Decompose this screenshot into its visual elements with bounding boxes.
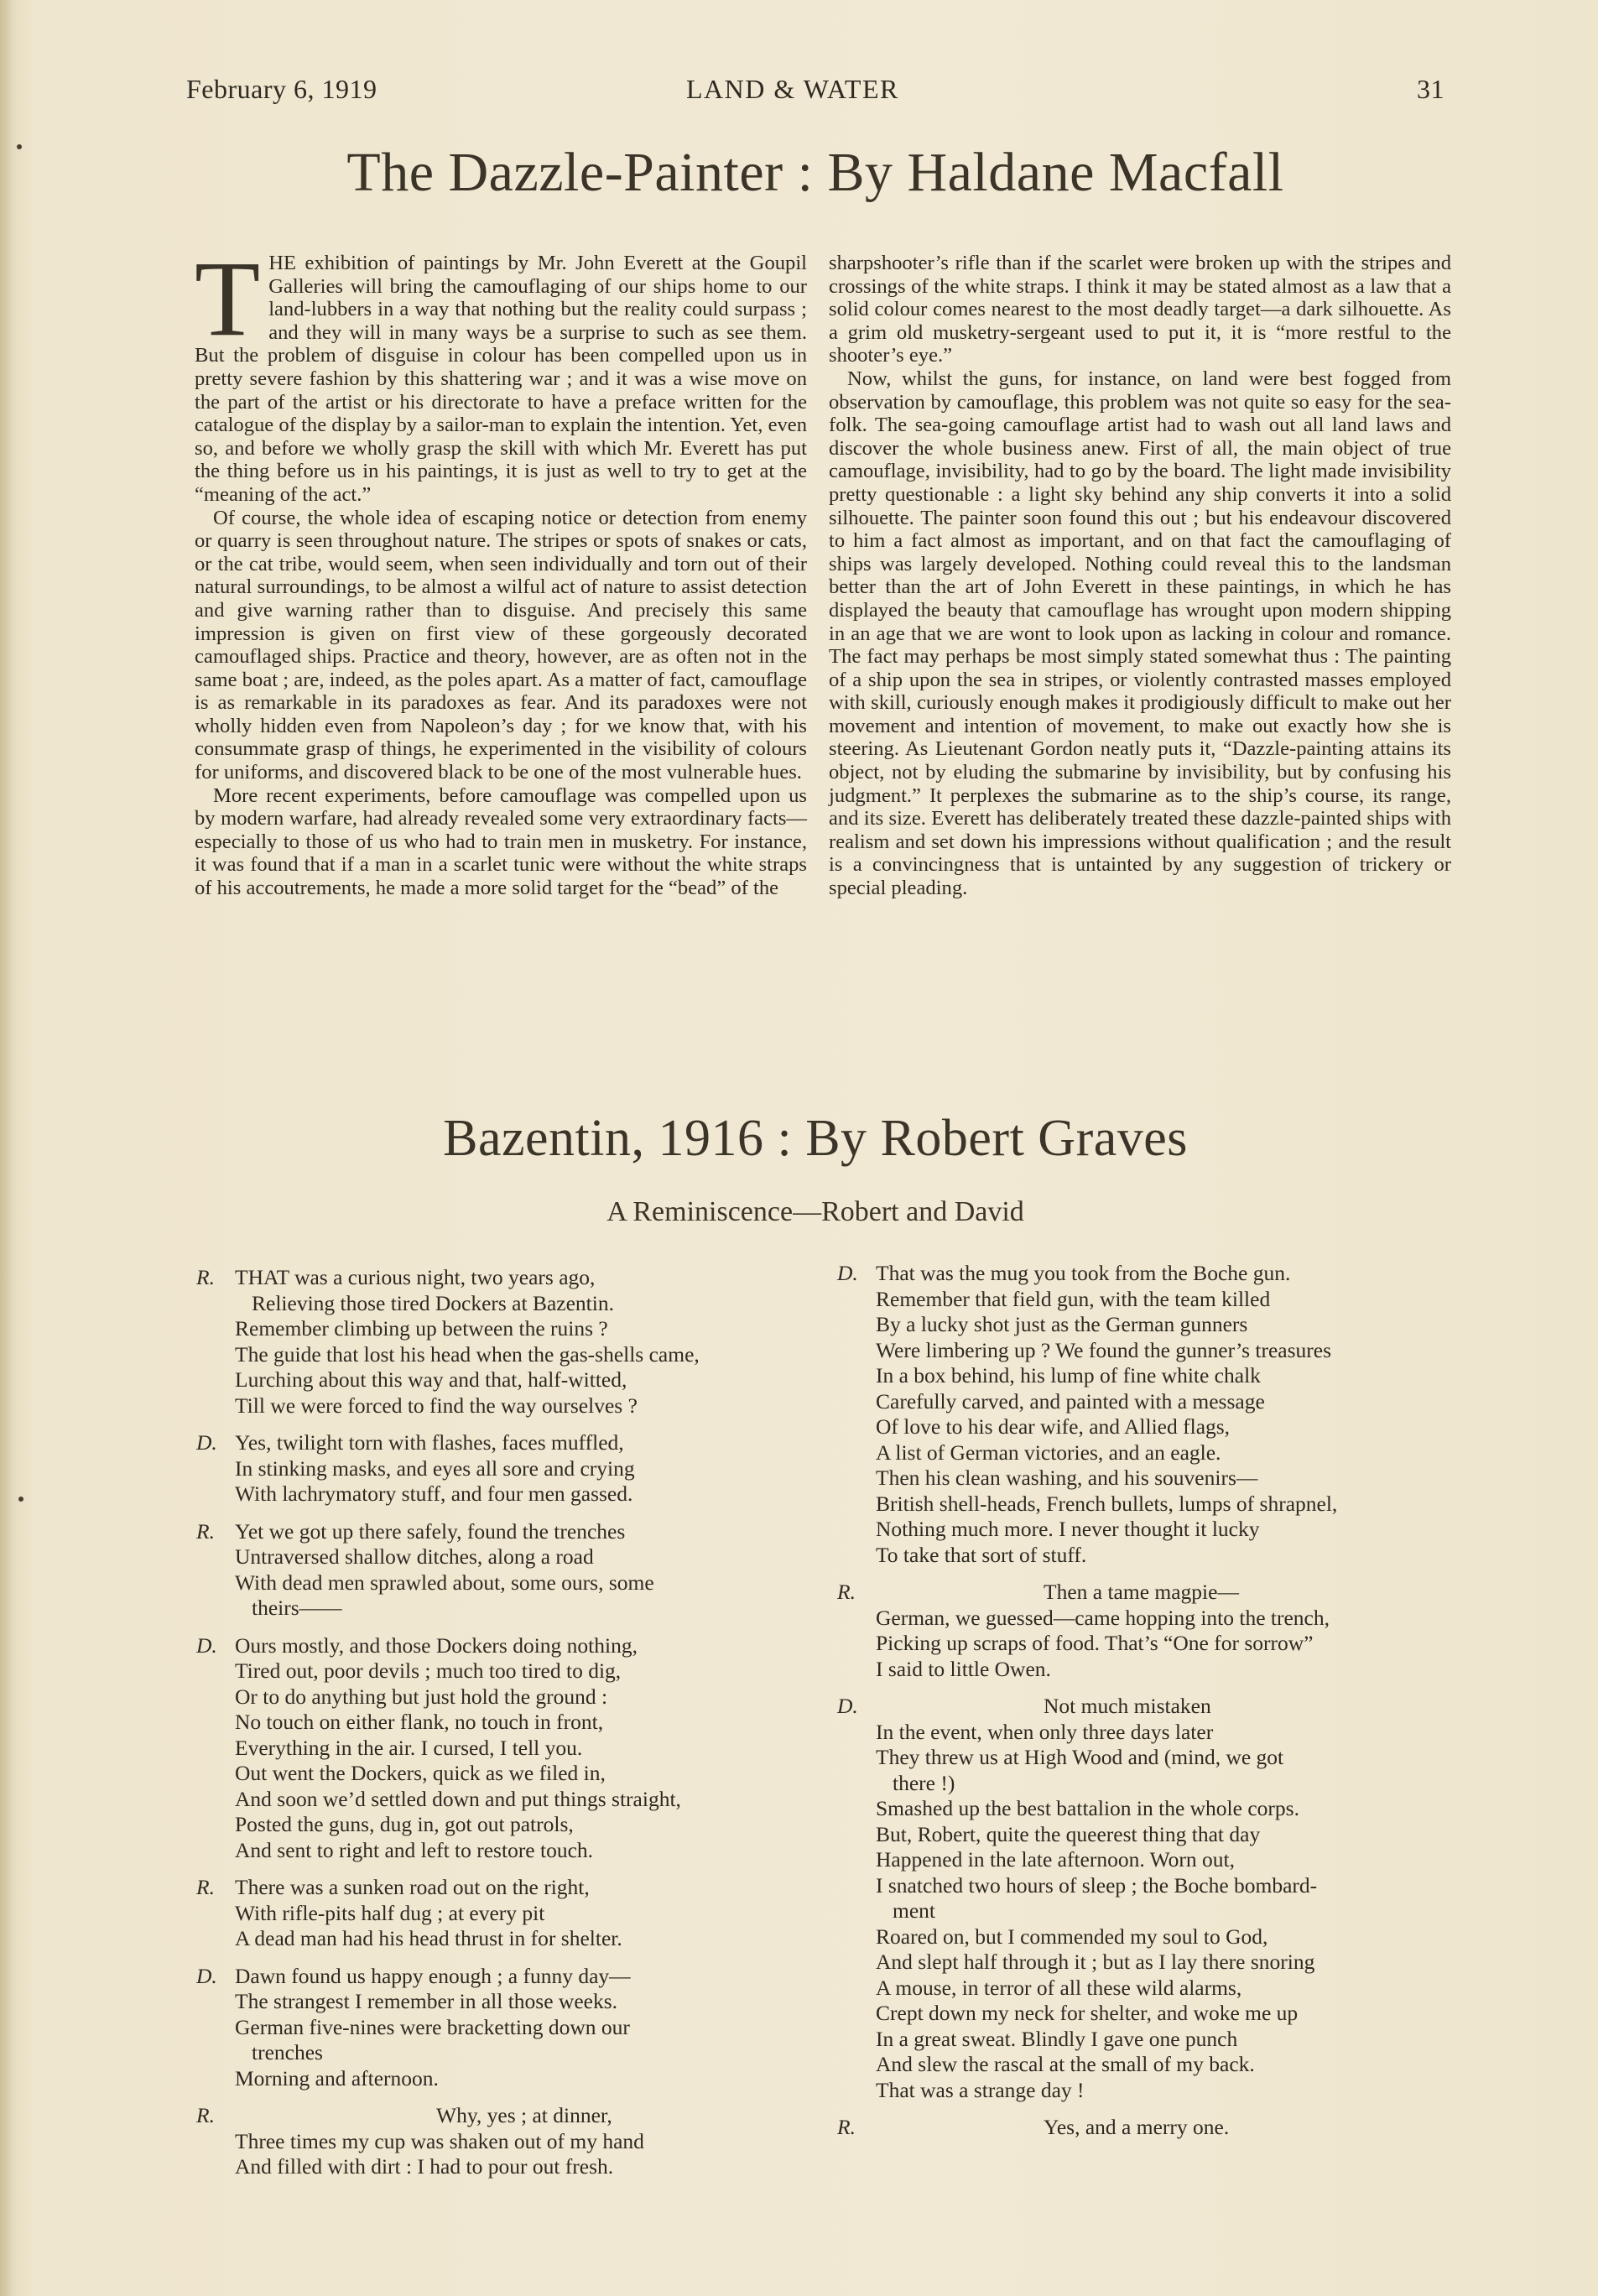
speaker-label: D. bbox=[837, 1694, 858, 1718]
poem-line: And soon we’d settled down and put things straight, bbox=[235, 1786, 681, 1811]
poem-stanza bbox=[196, 1519, 817, 1622]
speaker-label: R. bbox=[837, 2115, 856, 2139]
poem-left-column bbox=[196, 1265, 817, 2192]
poem-stanza bbox=[837, 1580, 1458, 1682]
poem-line: Remember climbing up between the ruins ? bbox=[235, 1316, 608, 1341]
poem-line: No touch on either flank, no touch in front, bbox=[235, 1710, 604, 1734]
poem-line: A mouse, in terror of all these wild alarms, bbox=[876, 1975, 1242, 2000]
poem-line: Relieving those tired Dockers at Bazentin. bbox=[252, 1290, 614, 1315]
poem-right-column bbox=[837, 1261, 1458, 2153]
page-number: 31 bbox=[1417, 74, 1444, 104]
speaker-label: R. bbox=[196, 1875, 215, 1899]
poem-line: Posted the guns, dug in, got out patrols, bbox=[235, 1812, 574, 1836]
poem-stanza bbox=[196, 2103, 817, 2180]
speaker-label: D. bbox=[196, 1632, 217, 1658]
running-header bbox=[186, 74, 1444, 116]
poem-line: Yet we got up there safely, found the trenches bbox=[235, 1518, 626, 1544]
poem-line: trenches bbox=[252, 2040, 323, 2064]
poem-stanza bbox=[837, 1694, 1458, 2103]
article-title-dazzle-painter: The Dazzle-Painter : By Haldane Macfall bbox=[346, 142, 1284, 203]
poem-line: That was the mug you took from the Boche gun. bbox=[876, 1261, 1291, 1285]
poem-line: Tired out, poor devils ; much too tired to dig, bbox=[235, 1658, 622, 1683]
poem-title-bazentin: Bazentin, 1916 : By Robert Graves bbox=[443, 1110, 1188, 1167]
poem-line: They threw us at High Wood and (mind, we got bbox=[876, 1745, 1284, 1769]
poem-stanza bbox=[196, 1265, 817, 1419]
poem-stanza bbox=[196, 1964, 817, 2092]
poem-line: The strangest I remember in all those weeks. bbox=[235, 1989, 618, 2013]
poem-line: Roared on, but I commended my soul to God, bbox=[876, 1924, 1268, 1949]
drop-cap: T bbox=[195, 239, 261, 358]
page-blemish bbox=[17, 144, 22, 149]
poem-line: By a lucky shot just as the German gunners bbox=[876, 1312, 1248, 1336]
poem-line: Carefully carved, and painted with a message bbox=[876, 1388, 1265, 1414]
poem-line: Lurching about this way and that, half-witted, bbox=[235, 1367, 627, 1392]
article-left-column bbox=[195, 239, 807, 900]
poem-line: Untraversed shallow ditches, along a road bbox=[235, 1544, 594, 1569]
poem-line: Picking up scraps of food. That’s “One for sorrow” bbox=[876, 1631, 1314, 1655]
speaker-label: R. bbox=[196, 2103, 215, 2127]
poem-line: Crept down my neck for shelter, and woke me up bbox=[876, 2001, 1299, 2025]
speaker-label: R. bbox=[196, 1518, 215, 1544]
poem-stanza bbox=[196, 1875, 817, 1952]
poem-line: In the event, when only three days later bbox=[876, 1719, 1214, 1744]
article-right-column bbox=[829, 252, 1451, 900]
article-paragraph: Of course, the whole idea of escaping notice or detection from enemy or quarry is seen throughout nature. The stripes or spots of snakes or cats, or the cat tribe, would seem, when seen individually and torn out of their natural surroundings, to be almost a wilful act of nature to assist detection and give warning rather than to disguise. And precisely this same impression is given on first view of these gorgeously decorated camouflaged ships. Practice and theory, however, are as often not in the same boat ; are, indeed, as the poles apart. As a matter of fact, camouflage is as remarkable in its paradoxes as fear. And its paradoxes were not wholly hidden even from Napoleon’s day ; for we know that, with his consummate grasp of things, he experimented in the visibility of colours for uniforms, and discovered black to be one of the most vulnerable hues. bbox=[195, 506, 807, 784]
poem-line: With dead men sprawled about, some ours, some bbox=[235, 1570, 654, 1595]
poem-stanza bbox=[837, 2115, 1458, 2141]
poem-line: In stinking masks, and eyes all sore and crying bbox=[235, 1455, 635, 1481]
article-paragraph: sharpshooter’s rifle than if the scarlet were broken up with the stripes and crossings of the white straps. I think it may be stated almost as a law that a solid colour comes nearest to the most deadly target—a dark silhouette. As a grim old musketry-sergeant used to put it, it is “more restful to the shooter’s eye.” bbox=[829, 252, 1451, 367]
poem-line: With lachrymatory stuff, and four men gassed. bbox=[235, 1481, 633, 1506]
speaker-label: R. bbox=[196, 1265, 215, 1289]
poem-line: And sent to right and left to restore touch. bbox=[235, 1837, 594, 1862]
poem-line: Remember that field gun, with the team killed bbox=[876, 1286, 1271, 1311]
speaker-label: D. bbox=[196, 1963, 217, 1988]
poem-line: ment bbox=[893, 1898, 935, 1923]
poem-line: Happened in the late afternoon. Worn out, bbox=[876, 1847, 1236, 1872]
poem-line: Were limbering up ? We found the gunner’s treasures bbox=[876, 1337, 1332, 1362]
poem-line: But, Robert, quite the queerest thing that day bbox=[876, 1821, 1261, 1846]
poem-line: A dead man had his head thrust in for shelter. bbox=[235, 1926, 622, 1950]
poem-line: Nothing much more. I never thought it lucky bbox=[876, 1517, 1260, 1541]
poem-line: In a box behind, his lump of fine white chalk bbox=[876, 1363, 1261, 1387]
poem-line: there !) bbox=[893, 1770, 955, 1795]
poem-line: That was a strange day ! bbox=[876, 2077, 1085, 2102]
poem-line: Why, yes ; at dinner, bbox=[436, 2103, 612, 2127]
poem-line: theirs—— bbox=[252, 1596, 342, 1620]
speaker-label: D. bbox=[837, 1261, 858, 1285]
poem-line: THAT was a curious night, two years ago, bbox=[235, 1265, 596, 1289]
poem-line: Then a tame magpie— bbox=[1044, 1580, 1239, 1604]
issue-date: February 6, 1919 bbox=[186, 74, 377, 104]
poem-line: I said to little Owen. bbox=[876, 1656, 1051, 1681]
article-paragraph: THE exhibition of paintings by Mr. John Everett at the Goupil Galleries will bring the camouflaging of our ships home to our land-lubbers in a way that nothing but the reality could surpass ; and they will in many ways be a surprise to such as see them. But the problem of disguise in colour has been compelled upon us in pretty severe fashion by this shattering war ; and it was a wise move on the part of the artist or his directorate to have a preface written for the catalogue of the display by a sailor-man to explain the intention. Yet, even so, and before we wholly grasp the skill with which Mr. Everett has put the thing before us in his paintings, it is just as well to try to get at the “meaning of the act.” bbox=[195, 239, 807, 506]
poem-line: Morning and afternoon. bbox=[235, 2065, 439, 2090]
poem-line: Ours mostly, and those Dockers doing nothing, bbox=[235, 1632, 638, 1658]
poem-line: Till we were forced to find the way ourselves ? bbox=[235, 1393, 638, 1418]
poem-line: Dawn found us happy enough ; a funny day— bbox=[235, 1963, 631, 1988]
poem-subtitle: A Reminiscence—Robert and David bbox=[606, 1196, 1024, 1227]
page-blemish bbox=[18, 1497, 23, 1502]
poem-line: And filled with dirt : I had to pour out fresh. bbox=[235, 2154, 614, 2179]
magazine-name: LAND & WATER bbox=[686, 74, 899, 104]
article-paragraph: More recent experiments, before camouflage was compelled upon us by modern warfare, had already revealed some very extraordinary facts—especially to those of us who had to train men in musketry. For instance, it was found that if a man in a scarlet tunic were without the white straps of his accoutrements, he made a more solid target for the “bead” of the bbox=[195, 784, 807, 900]
poem-line: A list of German victories, and an eagle. bbox=[876, 1440, 1221, 1465]
page-spine-edge bbox=[0, 0, 15, 2296]
poem-line: I snatched two hours of sleep ; the Boche bombard- bbox=[876, 1872, 1318, 1898]
poem-line: Yes, twilight torn with flashes, faces muffled, bbox=[235, 1430, 624, 1455]
poem-stanza bbox=[196, 1633, 817, 1864]
poem-line: The guide that lost his head when the gas-shells came, bbox=[235, 1341, 700, 1367]
poem-stanza bbox=[837, 1261, 1458, 1568]
poem-line: To take that sort of stuff. bbox=[876, 1542, 1087, 1567]
speaker-label: D. bbox=[196, 1430, 217, 1455]
poem-line: Then his clean washing, and his souvenirs— bbox=[876, 1466, 1258, 1490]
poem-line: Smashed up the best battalion in the whole corps. bbox=[876, 1796, 1299, 1820]
poem-line: And slew the rascal at the small of my back. bbox=[876, 2052, 1255, 2076]
poem-line: There was a sunken road out on the right, bbox=[235, 1875, 590, 1899]
poem-line: German, we guessed—came hopping into the trench, bbox=[876, 1605, 1330, 1630]
speaker-label: R. bbox=[837, 1580, 856, 1604]
poem-line: German five-nines were bracketting down our bbox=[235, 2014, 630, 2039]
poem-line: British shell-heads, French bullets, lumps of shrapnel, bbox=[876, 1491, 1338, 1516]
poem-line: Out went the Dockers, quick as we filed in, bbox=[235, 1761, 606, 1785]
poem-line: In a great sweat. Blindly I gave one punch bbox=[876, 2026, 1238, 2051]
poem-line: Three times my cup was shaken out of my hand bbox=[235, 2128, 644, 2153]
poem-line: With rifle-pits half dug ; at every pit bbox=[235, 1900, 545, 1925]
poem-line: Everything in the air. I cursed, I tell you. bbox=[235, 1735, 583, 1760]
poem-line: Or to do anything but just hold the ground : bbox=[235, 1684, 608, 1709]
poem-stanza bbox=[196, 1430, 817, 1507]
poem-line: Not much mistaken bbox=[1044, 1694, 1211, 1718]
poem-line: And slept half through it ; but as I lay there snoring bbox=[876, 1950, 1315, 1974]
poem-line: Of love to his dear wife, and Allied flags, bbox=[876, 1414, 1231, 1439]
poem-line: Yes, and a merry one. bbox=[1044, 2115, 1230, 2139]
article-paragraph: Now, whilst the guns, for instance, on land were best fogged from observation by camouflage, this problem was not quite so easy for the sea-folk. The sea-going camouflage artist had to wash out all land laws and discover the whole business anew. First of all, the main object of true camouflage, invisibility, had to go by the board. The light made invisibility pretty questionable : a light sky behind any ship converts it into a solid silhouette. The painter soon found this out ; but his endeavour discovered to him a fact almost as important, and on that fact the camouflaging of ships was largely developed. Nothing could reveal this to the landsman better than the art of John Everett in these paintings, in which he has displayed the beauty that camouflage has wrought upon modern shipping in an age that we are wont to look upon as lacking in colour and romance. The fact may perhaps be most simply stated somewhat thus : The painting of a ship upon the sea in stripes, or violently contrasted masses employed with skill, curiously enough makes it prodigiously difficult to make out her movement and intention of movement, to make out exactly how she is steering. As Lieutenant Gordon neatly puts it, “Dazzle-painting attains its object, not by eluding the submarine by invisibility, but by confusing his judgment.” It perplexes the submarine as to the ship’s course, its range, and its size. Everett has deliberately treated these dazzle-painted ships with realism and set down his impressions without qualification ; and the result is a convincingness that is untainted by any suggestion of trickery or special pleading. bbox=[829, 367, 1451, 900]
